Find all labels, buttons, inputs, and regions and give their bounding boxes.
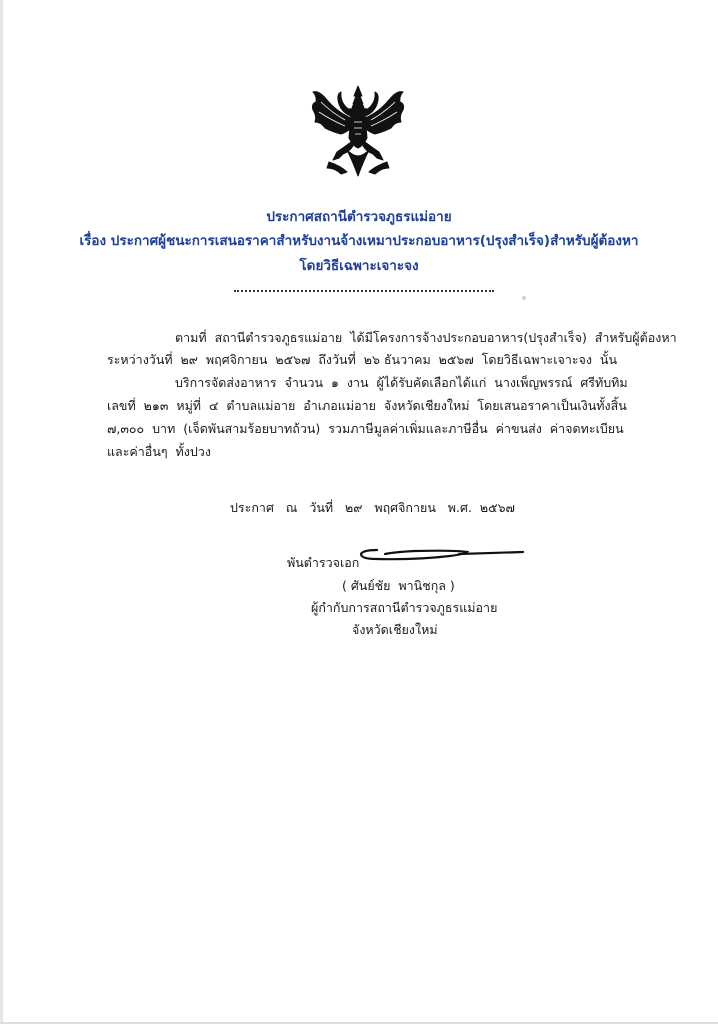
signer-province: จังหวัดเชียงใหม่ xyxy=(352,622,438,637)
body-paragraph-1-line-2: ระหว่างวันที่ ๒๙ พฤศจิกายน ๒๕๖๗ ถึงวันที่ ๒๖ ธันวาคม ๒๕๖๗ โดยวิธีเฉพาะเจาะจง นั้น xyxy=(107,352,618,367)
body-paragraph-2-line-3: ๗,๓๐๐ บาท (เจ็ดพันสามร้อยบาทถ้วน) รวมภาษีมูลค่าเพิ่มและภาษีอื่น ค่าขนส่ง ค่าจดทะเบียน xyxy=(107,421,624,436)
dotted-divider xyxy=(234,290,494,292)
signer-name: ( ศันย์ชัย พานิชกุล ) xyxy=(342,578,455,593)
scan-speck xyxy=(522,296,526,300)
signer-position: ผู้กำกับการสถานีตำรวจภูธรแม่อาย xyxy=(311,600,498,615)
garuda-emblem-icon xyxy=(307,82,409,182)
announcement-date: ประกาศ ณ วันที่ ๒๙ พฤศจิกายน พ.ศ. ๒๕๖๗ xyxy=(230,500,515,515)
body-paragraph-2-line-2: เลขที่ ๒๑๓ หมู่ที่ ๔ ตำบลแม่อาย อำเภอแม่อาย จังหวัดเชียงใหม่ โดยเสนอราคาเป็นเงินทั้งสิ้น xyxy=(107,398,627,413)
body-paragraph-1-line-1: ตามที่ สถานีตำรวจภูธรแม่อาย ได้มีโครงการจ้างประกอบอาหาร(ปรุงสำเร็จ) สำหรับผู้ต้องหา xyxy=(175,330,677,345)
notice-subject: เรื่อง ประกาศผู้ชนะการเสนอราคาสำหรับงานจ้างเหมาประกอบอาหาร(ปรุงสำเร็จ)สำหรับผู้ต้องหา xyxy=(79,233,639,249)
handwritten-signature xyxy=(355,538,525,568)
notice-title: ประกาศสถานีตำรวจภูธรแม่อาย xyxy=(266,209,452,225)
notice-subject-method: โดยวิธีเฉพาะเจาะจง xyxy=(299,258,419,274)
scan-edge-left xyxy=(0,0,3,1024)
body-paragraph-2-line-1: บริการจัดส่งอาหาร จำนวน ๑ งาน ผู้ได้รับคัดเลือกได้แก่ นางเพ็ญพรรณ์ ศรีทับทิม xyxy=(175,375,628,390)
body-paragraph-2-line-4: และค่าอื่นๆ ทั้งปวง xyxy=(107,444,211,459)
signer-rank: พันตำรวจเอก xyxy=(287,555,360,570)
